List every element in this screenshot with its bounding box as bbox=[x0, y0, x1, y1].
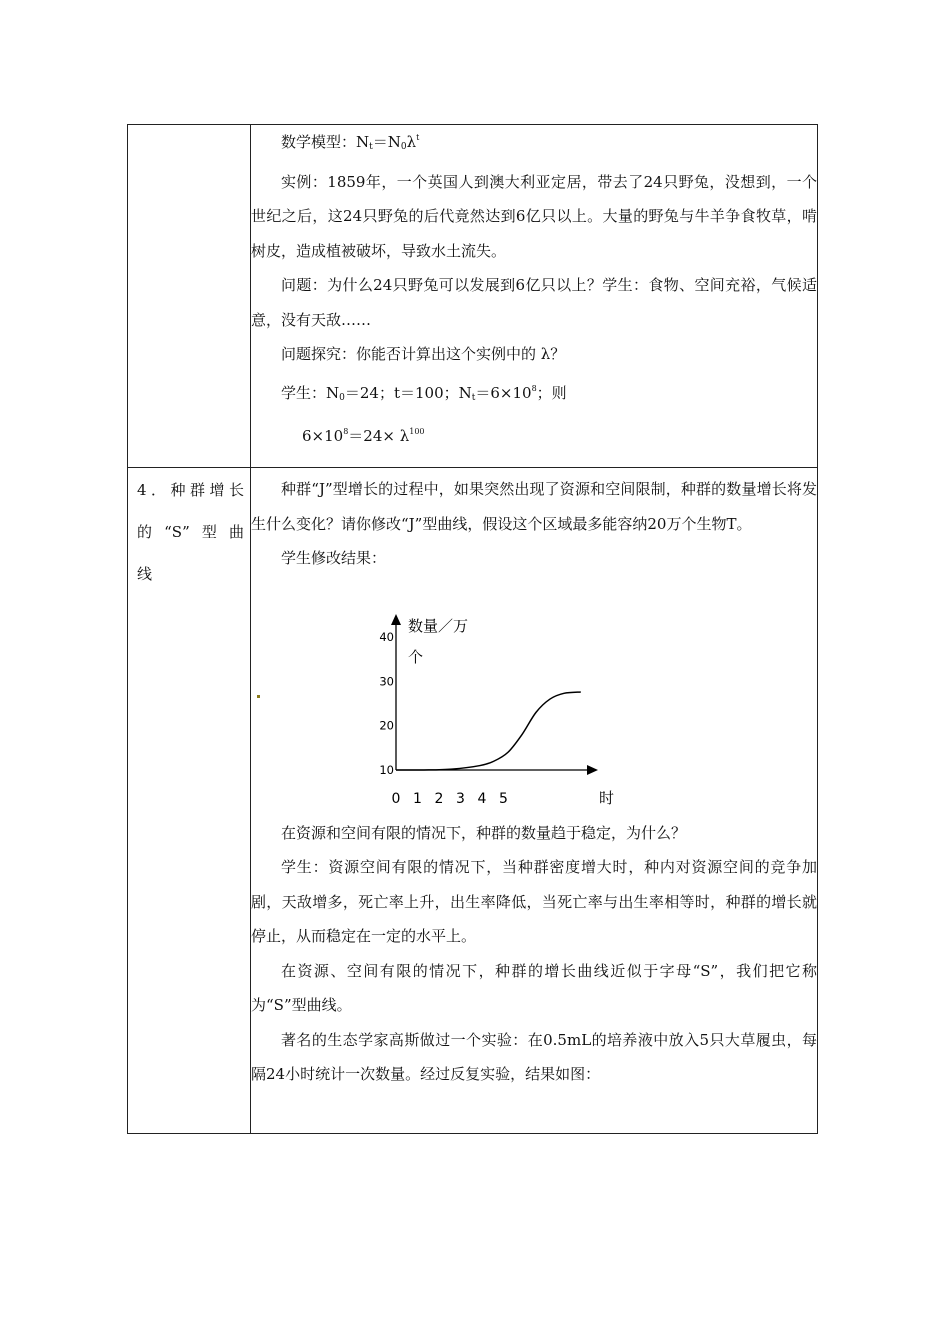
x-tick-label: 5 bbox=[499, 790, 508, 807]
table-row bbox=[128, 468, 818, 1134]
content-cell bbox=[251, 468, 818, 1134]
heading-line: 4．种群增长 bbox=[137, 481, 244, 499]
stray-mark bbox=[257, 695, 260, 698]
definition-paragraph: 在资源、空间有限的情况下，种群的增长曲线近似于字母“S”，我们把它称为“S”型曲线。 bbox=[251, 961, 817, 1014]
intro-paragraph: 种群“J”型增长的过程中，如果突然出现了资源和空间限制，种群的数量增长将发生什么变化？请你修改“J”型曲线，假设这个区域最多能容纳20万个生物T。 bbox=[251, 480, 817, 533]
y-tick-label: 10 bbox=[379, 762, 394, 777]
x-tick-label: 2 bbox=[434, 790, 444, 807]
y-axis-label: 个 bbox=[408, 647, 424, 666]
lesson-table bbox=[127, 124, 818, 1134]
y-axis-arrow bbox=[391, 614, 401, 625]
model-label: 数学模型： bbox=[281, 133, 357, 151]
text-span: ；则 bbox=[536, 383, 567, 402]
x-tick-label: 4 bbox=[477, 790, 487, 807]
x-tick-label: 3 bbox=[456, 790, 465, 807]
s-curve-chart bbox=[251, 576, 817, 816]
content-cell bbox=[251, 125, 818, 468]
subscript: 0 bbox=[339, 392, 345, 403]
empty-left-cell bbox=[128, 125, 251, 468]
example-paragraph: 实例：1859年，一个英国人到澳大利亚定居，带去了24只野兔，没想到，一个世纪之后，这24只野兔的后代竟然达到6亿只以上。大量的野兔与牛羊争食牧草，啃树皮，造成植被破坏，导致水土流失。 bbox=[251, 172, 817, 260]
question-paragraph: 问题：为什么24只野兔可以发展到6亿只以上？学生：食物、空间充裕，气候适意，没有天敌…… bbox=[251, 276, 817, 329]
section-heading-cell bbox=[128, 468, 251, 1134]
section-heading bbox=[128, 468, 250, 595]
explore-paragraph: 问题探究：你能否计算出这个实例中的 λ？ bbox=[281, 345, 566, 363]
y-tick-label: 20 bbox=[379, 718, 394, 733]
text-span: ＝6×10 bbox=[475, 383, 532, 402]
x-axis-label: 时 bbox=[599, 788, 615, 807]
text-span: ＝24；t＝100；N bbox=[344, 383, 472, 402]
student-values-line bbox=[251, 372, 817, 416]
superscript: 8 bbox=[531, 383, 537, 393]
x-tick-label: 0 bbox=[391, 790, 401, 807]
y-axis-label: 数量／万 bbox=[408, 616, 469, 635]
x-tick-label: 1 bbox=[413, 790, 422, 807]
chart-svg bbox=[251, 576, 811, 816]
growth-curve bbox=[396, 691, 581, 769]
model-n: N bbox=[356, 133, 370, 151]
lambda-symbol: λ bbox=[406, 133, 417, 151]
subscript: t bbox=[471, 392, 476, 403]
heading-line: 线 bbox=[137, 565, 153, 583]
experiment-paragraph: 著名的生态学家高斯做过一个实验：在0.5mL的培养液中放入5只大草履虫，每隔24小时统计一次数量。经过反复实验，结果如图： bbox=[251, 1030, 817, 1083]
superscript: 100 bbox=[409, 427, 425, 436]
y-tick-label: 30 bbox=[379, 673, 394, 688]
math-model-line bbox=[251, 121, 817, 165]
model-eq: ＝N bbox=[372, 133, 401, 151]
heading-line: 的“S”型曲 bbox=[137, 523, 244, 541]
superscript: 8 bbox=[343, 427, 349, 436]
subscript: 0 bbox=[400, 142, 407, 152]
superscript: t bbox=[416, 133, 420, 142]
question-paragraph: 在资源和空间有限的情况下，种群的数量趋于稳定，为什么？ bbox=[281, 823, 687, 842]
result-label: 学生修改结果： bbox=[281, 549, 387, 567]
answer-paragraph: 学生：资源空间有限的情况下，当种群密度增大时，种内对资源空间的竞争加剧，天敌增多，死亡率上升，出生率降低，当死亡率与出生率相等时，种群的增长就停止，从而稳定在一定的水平上。 bbox=[251, 858, 817, 945]
text-span: ＝24× λ bbox=[348, 427, 410, 445]
equation-line bbox=[251, 415, 817, 454]
text-span: 学生：N bbox=[281, 383, 340, 402]
y-tick-label: 40 bbox=[379, 629, 394, 644]
table-row bbox=[128, 125, 818, 468]
x-axis-arrow bbox=[587, 765, 598, 775]
text-span: 6×10 bbox=[302, 427, 344, 445]
subscript: t bbox=[369, 142, 373, 152]
